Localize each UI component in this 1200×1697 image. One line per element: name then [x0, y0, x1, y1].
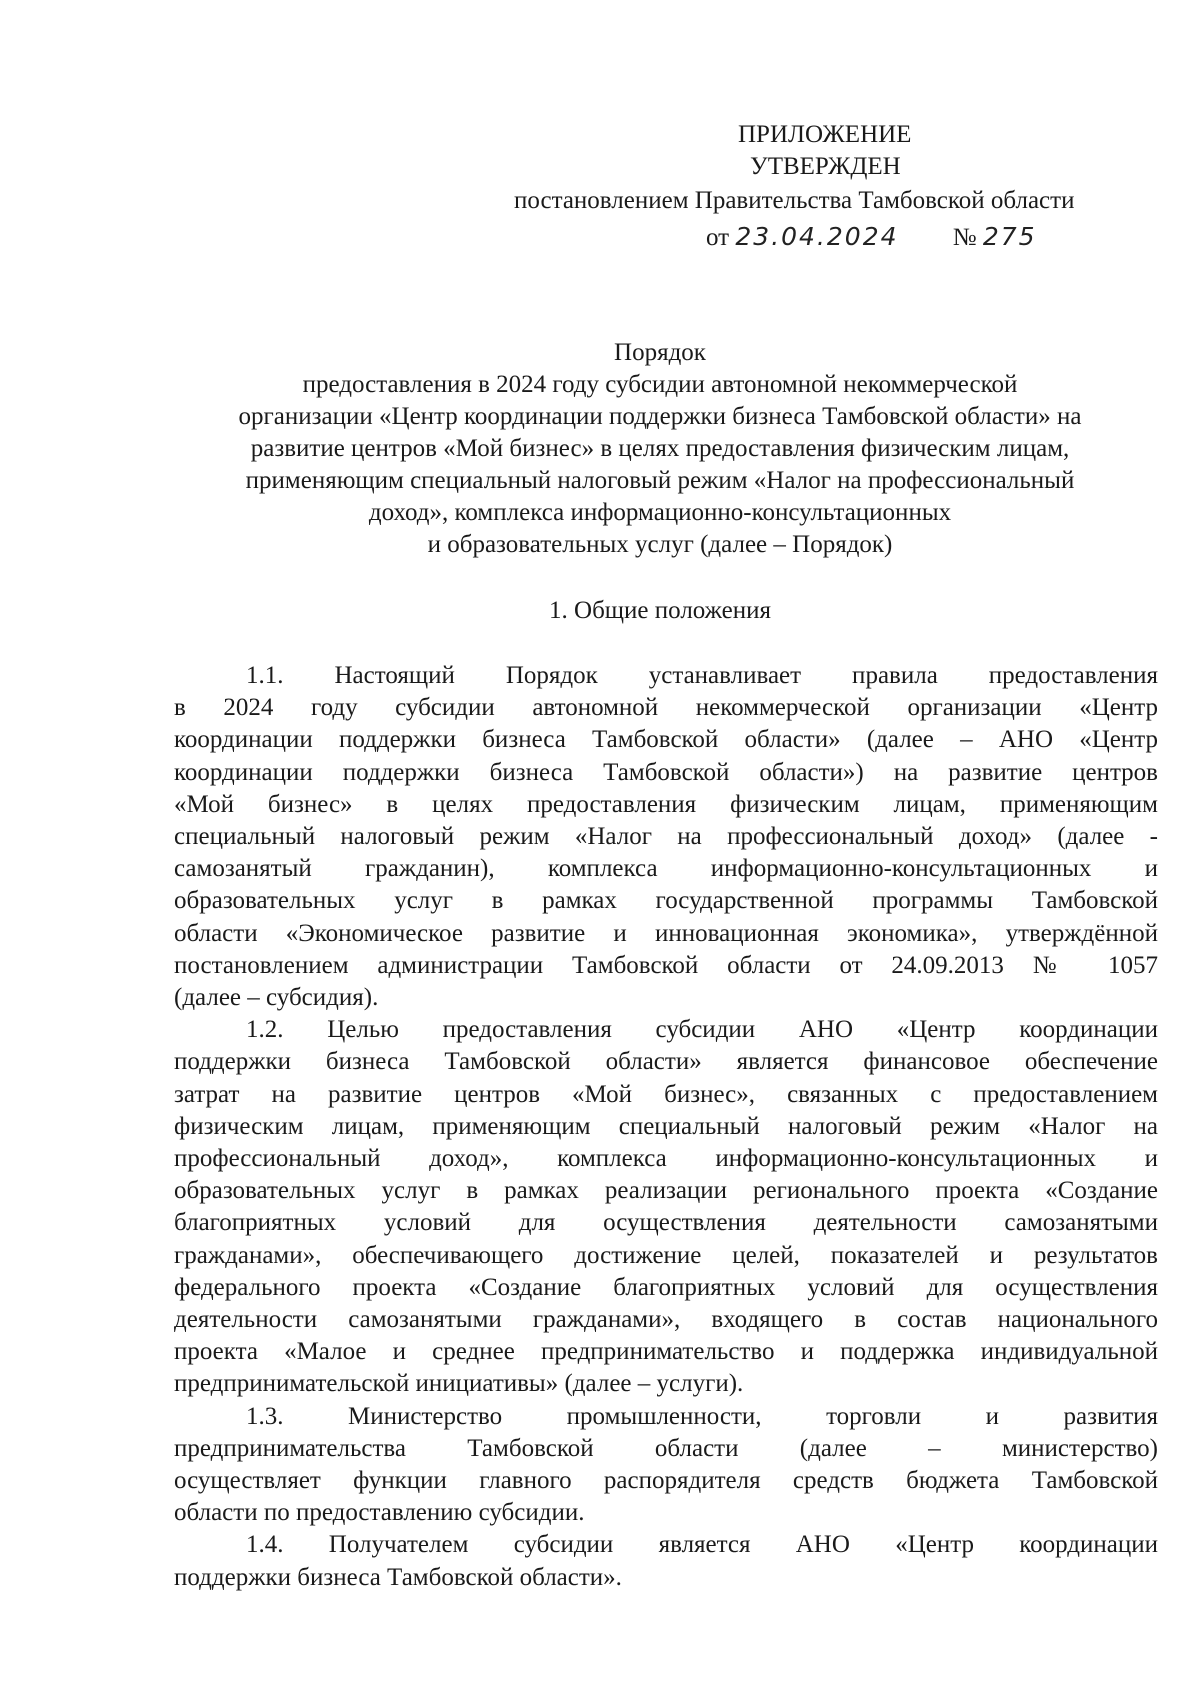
handwritten-date: 23.04.2024: [735, 222, 899, 251]
title-line: доход», комплекса информационно-консультационных: [368, 499, 952, 526]
text-line: координации поддержки бизнеса Тамбовской области») на развитие центров: [174, 758, 1158, 786]
text-line: в 2024 году субсидии автономной некоммерческой организации «Центр: [174, 694, 1158, 722]
title-line: предоставления в 2024 году субсидии автономной некоммерческой: [302, 371, 1018, 398]
text-line: поддержки бизнеса Тамбовской области».: [174, 1563, 622, 1591]
document-title: [170, 337, 1150, 561]
section-title: 1. Общие положения: [549, 597, 771, 624]
text-line: проекта «Малое и среднее предпринимательство и поддержка индивидуальной: [174, 1338, 1158, 1366]
number-label: №: [952, 224, 977, 251]
title-line: применяющим специальный налоговый режим «Налог на профессиональный: [245, 467, 1075, 494]
title-heading: Порядок: [614, 339, 706, 366]
text-line: предпринимательства Тамбовской области (далее – министерство): [174, 1434, 1158, 1462]
text-line: физическим лицам, применяющим специальный налоговый режим «Налог на: [174, 1112, 1158, 1140]
document-body: [174, 660, 1158, 1594]
text-line: деятельности самозанятыми гражданами», входящего в состав национального: [174, 1306, 1158, 1334]
text-line: координации поддержки бизнеса Тамбовской области» (далее – АНО «Центр: [174, 726, 1158, 754]
text-line: специальный налоговый режим «Налог на профессиональный доход» (далее -: [174, 823, 1158, 851]
decree-reference: постановлением Правительства Тамбовской области: [514, 187, 1075, 214]
text-line: образовательных услуг в рамках реализации регионального проекта «Создание: [174, 1177, 1158, 1205]
decree-date-number: [706, 222, 1037, 253]
text-line: поддержки бизнеса Тамбовской области» является финансовое обеспечение: [174, 1048, 1158, 1076]
title-line: организации «Центр координации поддержки бизнеса Тамбовской области» на: [238, 403, 1082, 430]
text-line: 1.2. Целью предоставления субсидии АНО «Центр координации: [246, 1016, 1158, 1044]
text-line: затрат на развитие центров «Мой бизнес», связанных с предоставлением: [174, 1080, 1158, 1108]
text-line: самозанятый гражданин), комплекса информационно-консультационных и: [174, 855, 1158, 883]
text-line: (далее – субсидия).: [174, 984, 379, 1012]
text-line: федерального проекта «Создание благоприятных условий для осуществления: [174, 1273, 1158, 1301]
approved-label: УТВЕРЖДЕН: [750, 153, 901, 180]
text-line: профессиональный доход», комплекса информационно-консультационных и: [174, 1145, 1158, 1173]
handwritten-number: 275: [982, 222, 1037, 251]
text-line: 1.4. Получателем субсидии является АНО «Центр координации: [246, 1531, 1158, 1559]
date-label: от: [706, 224, 730, 251]
paragraph-1-3: [174, 1401, 1158, 1530]
text-line: 1.1. Настоящий Порядок устанавливает правила предоставления: [246, 662, 1158, 689]
text-line: области «Экономическое развитие и инновационная экономика», утверждённой: [174, 919, 1158, 947]
text-line: постановлением администрации Тамбовской области от 24.09.2013 № 1057: [174, 951, 1158, 979]
paragraph-1-1: [174, 660, 1158, 1014]
title-line: развитие центров «Мой бизнес» в целях предоставления физическим лицам,: [250, 435, 1070, 462]
text-line: осуществляет функции главного распорядителя средств бюджета Тамбовской: [174, 1467, 1158, 1495]
appendix-label: ПРИЛОЖЕНИЕ: [738, 121, 912, 148]
text-line: области по предоставлению субсидии.: [174, 1499, 585, 1527]
text-line: благоприятных условий для осуществления деятельности самозанятыми: [174, 1209, 1158, 1237]
text-line: «Мой бизнес» в целях предоставления физическим лицам, применяющим: [174, 790, 1158, 818]
paragraph-1-4: [174, 1529, 1158, 1593]
paragraph-1-2: [174, 1014, 1158, 1400]
title-line: и образовательных услуг (далее – Порядок): [427, 531, 893, 558]
text-line: предпринимательской инициативы» (далее – услуги).: [174, 1370, 744, 1398]
text-line: гражданами», обеспечивающего достижение целей, показателей и результатов: [174, 1241, 1158, 1269]
text-line: 1.3. Министерство промышленности, торговли и развития: [246, 1402, 1158, 1430]
text-line: образовательных услуг в рамках государственной программы Тамбовской: [174, 887, 1158, 915]
